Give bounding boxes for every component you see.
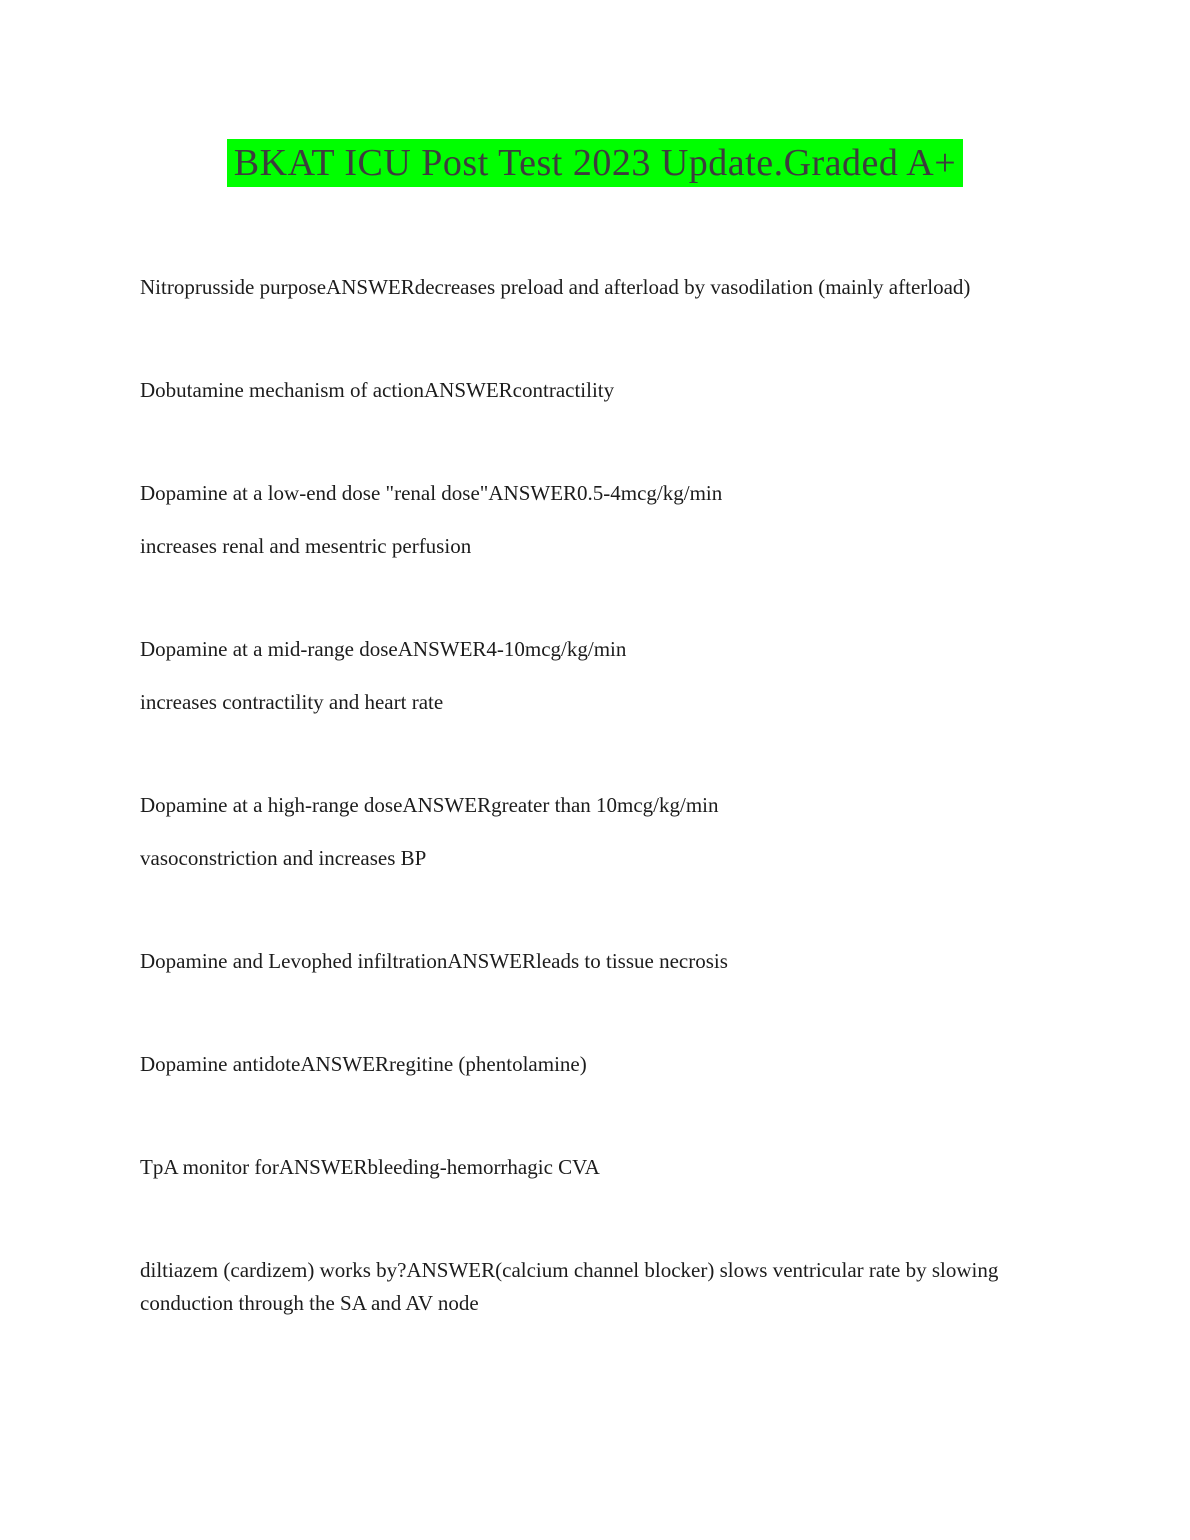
- qa-item: [140, 477, 1042, 563]
- qa-item: [140, 374, 1042, 407]
- qa-text-line: Dopamine and Levophed infiltrationANSWERleads to tissue necrosis: [140, 949, 728, 973]
- qa-text-line: diltiazem (cardizem) works by?ANSWER(calcium channel blocker) slows ventricular rate by slowing conduction through the SA and AV node: [140, 1258, 999, 1315]
- highlighted-title-text: BKAT ICU Post Test 2023 Update.Graded A+: [227, 139, 963, 187]
- qa-text-line: increases contractility and heart rate: [140, 690, 444, 714]
- qa-text-line: increases renal and mesentric perfusion: [140, 534, 472, 558]
- qa-item: [140, 633, 1042, 719]
- qa-text-line: Nitroprusside purposeANSWERdecreases preload and afterload by vasodilation (mainly afterload): [140, 275, 971, 299]
- qa-item: [140, 1048, 1042, 1081]
- qa-text-line: vasoconstriction and increases BP: [140, 846, 427, 870]
- qa-item: [140, 1151, 1042, 1184]
- qa-text-line: Dopamine at a low-end dose "renal dose"ANSWER0.5-4mcg/kg/min: [140, 481, 723, 505]
- qa-text-line: Dobutamine mechanism of actionANSWERcontractility: [140, 378, 615, 402]
- qa-text-line: Dopamine at a high-range doseANSWERgreater than 10mcg/kg/min: [140, 793, 719, 817]
- qa-text-line: TpA monitor forANSWERbleeding-hemorrhagic CVA: [140, 1155, 600, 1179]
- document-title-row: [0, 0, 1190, 187]
- qa-text-line: Dopamine at a mid-range doseANSWER4-10mcg/kg/min: [140, 637, 627, 661]
- qa-item: [140, 1254, 1042, 1320]
- qa-item: [140, 271, 1042, 304]
- qa-item: [140, 945, 1042, 978]
- qa-text-line: Dopamine antidoteANSWERregitine (phentolamine): [140, 1052, 587, 1076]
- qa-item: [140, 789, 1042, 875]
- document-body: [0, 187, 1190, 1320]
